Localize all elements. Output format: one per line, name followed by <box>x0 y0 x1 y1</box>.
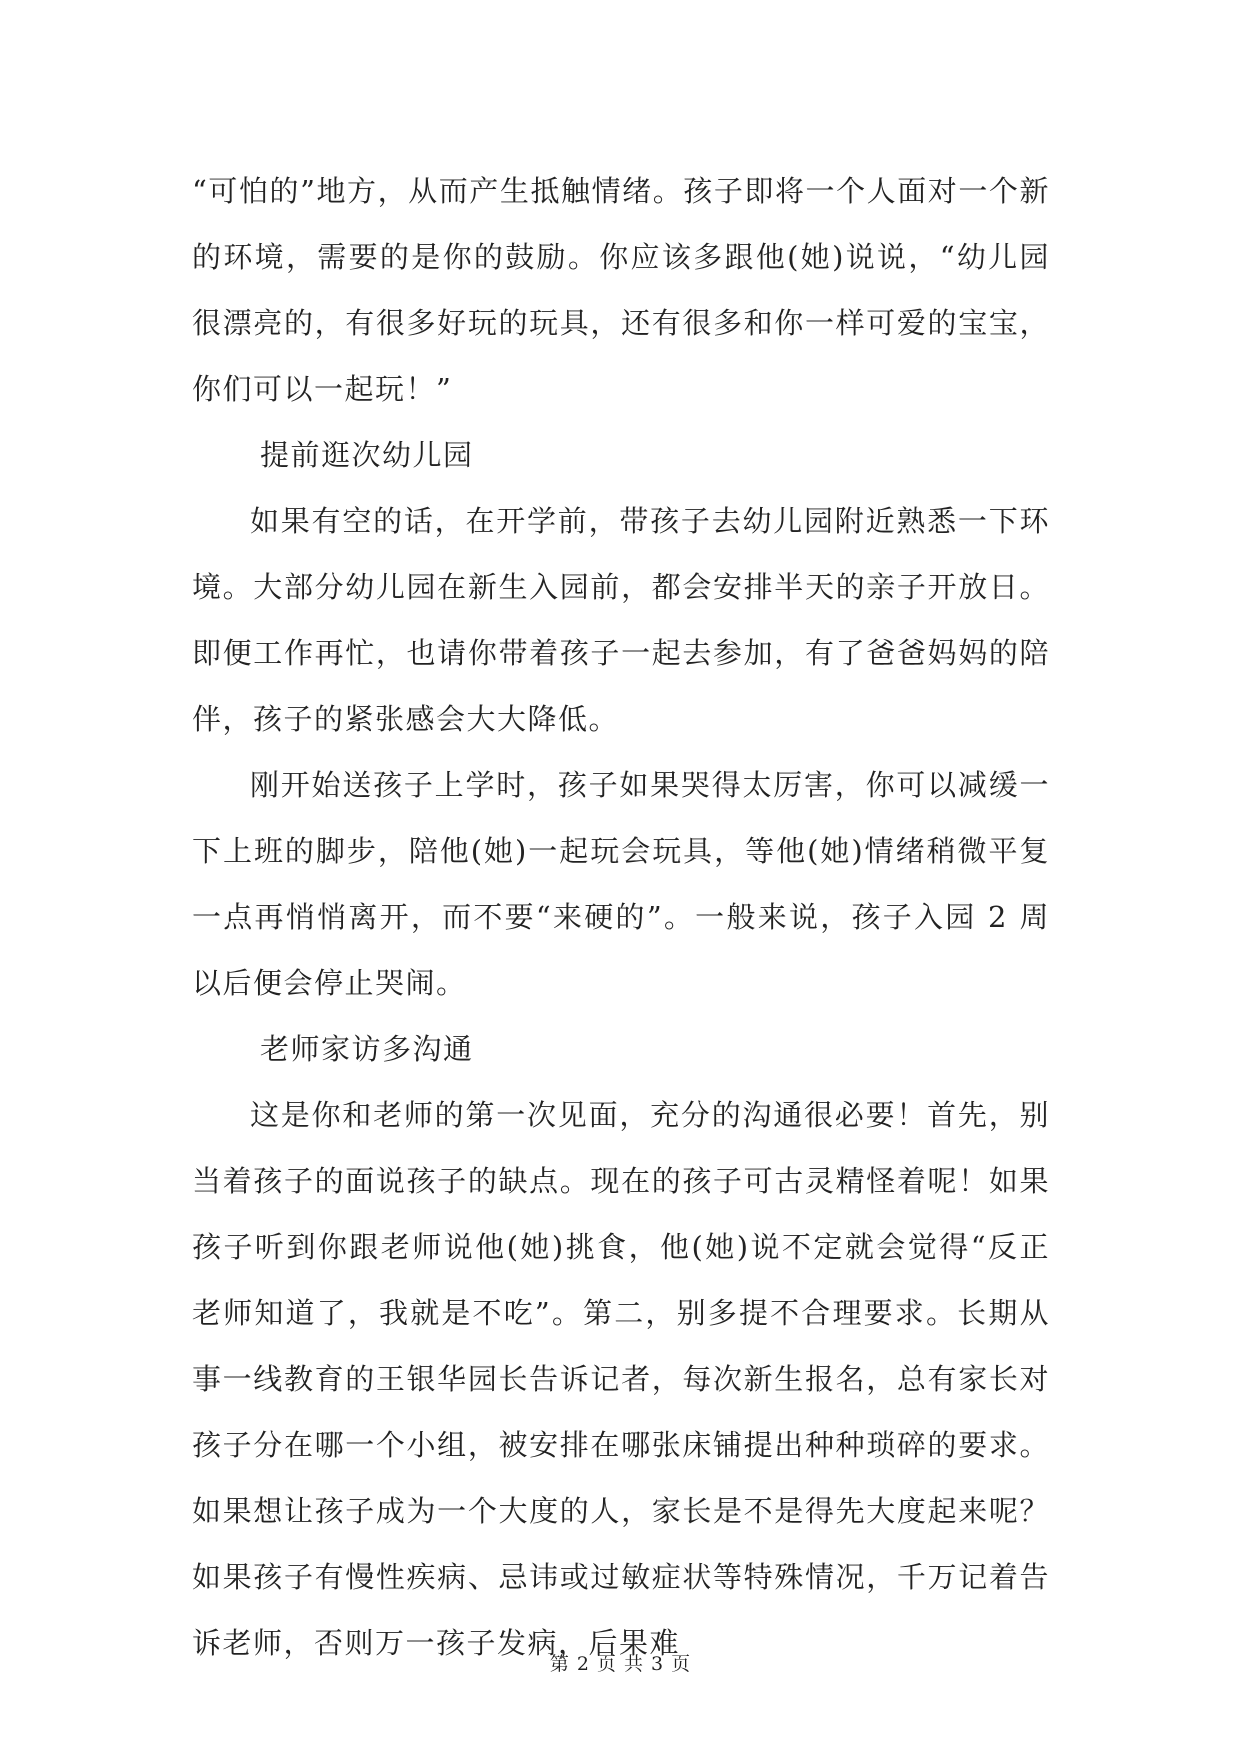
paragraph-teacher-communication: 这是你和老师的第一次见面，充分的沟通很必要！首先，别当着孩子的面说孩子的缺点。现在的孩子可古灵精怪着呢！如果孩子听到你跟老师说他(她)挑食，他(她)说不定就会觉得“反正老师知道了，我就是不吃”。第二，别多提不合理要求。长期从事一线教育的王银华园长告诉记者，每次新生报名，总有家长对孩子分在哪一个小组，被安排在哪张床铺提出种种琐碎的要求。如果想让孩子成为一个大度的人，家长是不是得先大度起来呢？如果孩子有慢性疾病、忌讳或过敏症状等特殊情况，千万记着告诉老师，否则万一孩子发病，后果难 <box>192 1098 1050 1660</box>
paragraph-intro-continued: “可怕的”地方，从而产生抵触情绪。孩子即将一个人面对一个新的环境，需要的是你的鼓励。你应该多跟他(她)说说，“幼儿园很漂亮的，有很多好玩的玩具，还有很多和你一样可爱的宝宝，你们可以一起玩！” <box>192 174 1050 406</box>
document-body <box>192 158 1050 1676</box>
paragraph-visit-early: 如果有空的话，在开学前，带孩子去幼儿园附近熟悉一下环境。大部分幼儿园在新生入园前，都会安排半天的亲子开放日。即便工作再忙，也请你带着孩子一起去参加，有了爸爸妈妈的陪伴，孩子的紧张感会大大降低。 <box>192 504 1050 736</box>
paragraph-first-days: 刚开始送孩子上学时，孩子如果哭得太厉害，你可以减缓一下上班的脚步，陪他(她)一起玩会玩具，等他(她)情绪稍微平复一点再悄悄离开，而不要“来硬的”。一般来说，孩子入园 2 周以后便会停止哭闹。 <box>192 768 1050 1000</box>
page-number-footer: 第 2 页 共 3 页 <box>549 1653 692 1675</box>
section-heading-visit-kindergarten: 提前逛次幼儿园 <box>260 438 474 472</box>
section-heading-teacher-visit: 老师家访多沟通 <box>260 1032 474 1066</box>
